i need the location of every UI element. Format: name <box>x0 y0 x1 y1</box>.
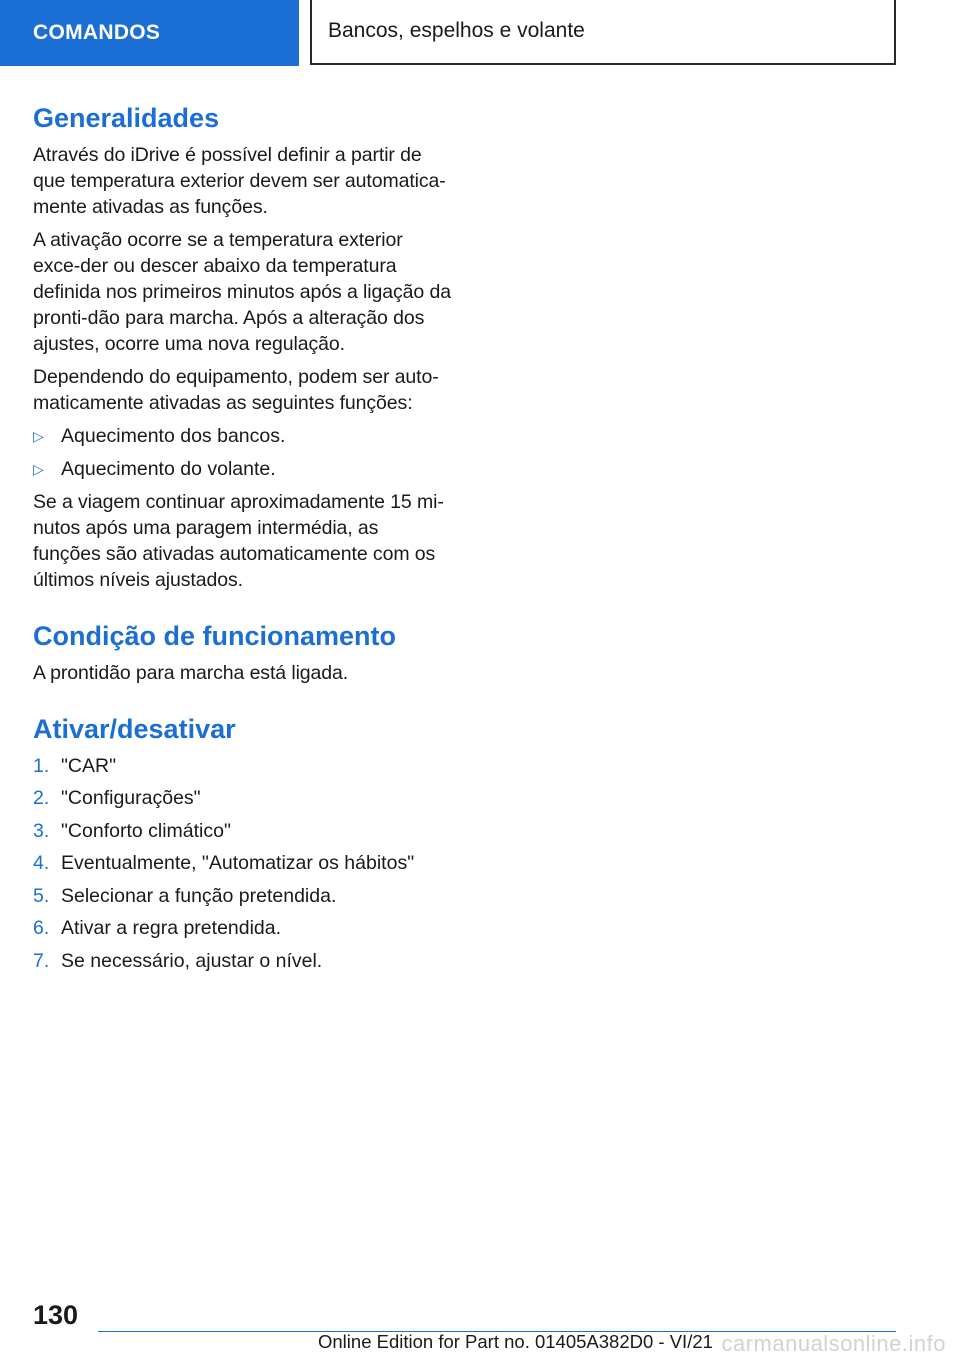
watermark: carmanualsonline.info <box>721 1331 946 1356</box>
section-tab: COMANDOS <box>0 0 299 66</box>
step-text: "Configurações" <box>61 787 201 809</box>
heading-generalidades: Generalidades <box>33 103 220 133</box>
triangle-right-outline-icon: ▷ <box>33 460 44 477</box>
heading-condicao: Condição de funcionamento <box>33 620 397 651</box>
step-number: 6. <box>33 917 50 939</box>
steps-list <box>33 753 451 974</box>
step-text: Se necessário, ajustar o nível. <box>61 949 323 972</box>
paragraph: Através do iDrive é possível definir a partir de que temperatura exterior devem ser automatica-mente ativadas as funções. <box>33 144 446 218</box>
step-text: Eventualmente, "Automatizar os hábitos" <box>61 852 415 874</box>
paragraph: A prontidão para marcha está ligada. <box>33 661 349 684</box>
triangle-right-outline-icon: ▷ <box>33 428 44 444</box>
bullet-list <box>33 423 451 482</box>
list-item <box>33 850 451 876</box>
list-item <box>33 818 451 844</box>
list-item-text: Aquecimento do volante. <box>61 457 276 480</box>
step-number: 3. <box>33 819 50 842</box>
page-number: 130 <box>33 1300 79 1330</box>
paragraph: Se a viagem continuar aproximadamente 15 mi-nutos após uma paragem intermédia, as funções são ativadas automaticamente com os últimos níveis ajustados. <box>33 490 444 591</box>
list-item <box>33 948 451 974</box>
footer-edition: Online Edition for Part no. 01405A382D0 - VI/21 <box>318 1331 713 1352</box>
list-item <box>33 785 451 811</box>
chapter-title: Bancos, espelhos e volante <box>310 0 896 65</box>
paragraph: A ativação ocorre se a temperatura exterior exce-der ou descer abaixo da temperatura definida nos primeiros minutos após a ligação da pronti-dão para marcha. Após a alteração dos ajustes, ocorre uma nova regulação. <box>33 229 451 355</box>
step-number: 5. <box>33 884 50 907</box>
step-number: 2. <box>33 787 50 809</box>
page-header <box>0 0 960 66</box>
heading-ativar: Ativar/desativar <box>33 713 236 744</box>
list-item-text: Aquecimento dos bancos. <box>61 425 286 447</box>
list-item <box>33 883 451 909</box>
step-text: "Conforto climático" <box>61 819 231 842</box>
step-text: "CAR" <box>61 754 117 777</box>
paragraph: Dependendo do equipamento, podem ser auto-maticamente ativadas as seguintes funções: <box>33 366 439 414</box>
list-item <box>33 915 451 941</box>
list-item <box>33 753 451 779</box>
step-number: 1. <box>33 754 50 777</box>
step-text: Selecionar a função pretendida. <box>61 884 337 907</box>
step-number: 7. <box>33 949 50 972</box>
list-item <box>33 456 451 482</box>
page-content <box>33 100 451 981</box>
step-text: Ativar a regra pretendida. <box>61 917 282 939</box>
list-item <box>33 423 451 449</box>
step-number: 4. <box>33 852 50 874</box>
